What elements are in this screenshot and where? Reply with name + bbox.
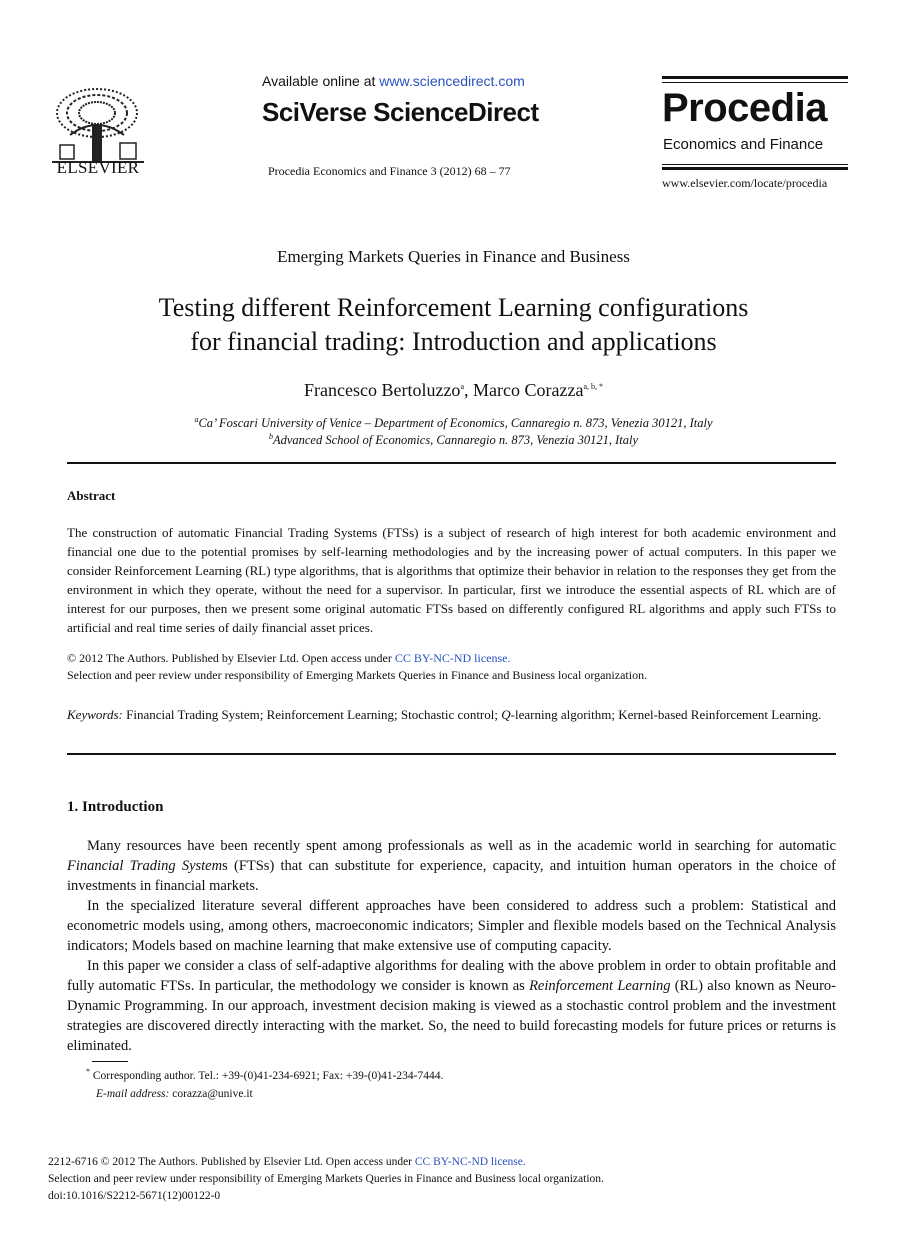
sciencedirect-link[interactable]: www.sciencedirect.com — [379, 73, 525, 89]
affil-text: Ca’ Foscari University of Venice – Department of Economics, Cannaregio n. 873, Venezia 30121, Italy — [198, 416, 713, 430]
affil-mark: b — [268, 431, 273, 441]
title-line: for financial trading: Introduction and applications — [190, 327, 717, 356]
abstract-text: The construction of automatic Financial Trading Systems (FTSs) is a subject of research of high interest for both academic environment and financial one due to the potential promises by self-learning methodologies and by the increasing power of actual computers. In this paper we consider Reinforcement Learning (RL) type algorithms, that is algorithms that optimize their behavior in relation to the responses they get from the environment in which they operate, without the need for a supervisor. In particular, first we introduce the essential aspects of RL which are of interest for our purposes, then we present some original automatic FTSs based on differently configured RL algorithms and apply such FTSs to artificial and real time series of daily financial asset prices. — [67, 525, 836, 635]
keywords — [67, 705, 836, 724]
affil-text: Advanced School of Economics, Cannaregio n. 873, Venezia 30121, Italy — [272, 433, 639, 447]
brand-rule — [662, 167, 848, 170]
footer-text: Selection and peer review under responsibility of Emerging Markets Queries in Finance and Business local organization. — [48, 1173, 604, 1185]
author-separator: , — [464, 380, 473, 400]
affiliation — [0, 432, 907, 449]
email-address[interactable]: corazza@unive.it — [169, 1088, 253, 1100]
journal-brand: Procedia — [662, 86, 827, 130]
brand-rule — [662, 76, 848, 79]
platform-logo: SciVerse ScienceDirect — [262, 97, 539, 127]
footer-license-link[interactable]: CC BY-NC-ND license. — [414, 1156, 526, 1168]
footnote-text: Corresponding author. Tel.: +39-(0)41-234-6921; Fax: +39-(0)41-234-7444. — [90, 1070, 444, 1082]
publisher-wordmark: ELSEVIER — [56, 158, 140, 177]
section-heading: 1. Introduction — [67, 799, 164, 815]
footnote-mark: * — [86, 1067, 90, 1077]
conference-name: Emerging Markets Queries in Finance and Business — [277, 247, 630, 266]
footnote-rule — [92, 1061, 128, 1062]
copyright-notice — [67, 650, 836, 684]
affiliations — [0, 415, 907, 449]
selection-note: Selection and peer review under responsibility of Emerging Markets Queries in Finance and Business local organization. — [67, 668, 648, 682]
title-line: Testing different Reinforcement Learning configurations — [158, 293, 749, 322]
paragraph: In this paper we consider a class of self-adaptive algorithms for dealing with the above problem in order to obtain profitable and fully automatic FTSs. In particular, the methodology we consider is known as Reinforcement Learning (RL) also known as Neuro-Dynamic Programming. In our approach, investment decision making is viewed as a stochastic control problem and the investment strategies are discovered directly interacting with the market. So, the need to build forecasting models for future prices or returns is eliminated. — [67, 958, 836, 1054]
paragraph: Many resources have been recently spent among professionals as well as in the academic world in searching for automatic Financial Trading Systems (FTSs) that can substitute for experience, capacity, and intuition human operators in the choice of investments in financial markets. — [67, 838, 836, 894]
doi[interactable]: doi:10.1016/S2212-5671(12)00122-0 — [48, 1190, 221, 1202]
journal-brand-sub: Economics and Finance — [663, 136, 824, 153]
divider — [67, 462, 836, 464]
brand-rule — [662, 164, 848, 165]
page-footer — [48, 1154, 604, 1205]
keywords-text: Financial Trading System; Reinforcement Learning; Stochastic control; — [122, 707, 502, 722]
keywords-text: Q — [501, 707, 511, 722]
email-label: E-mail address: — [96, 1088, 170, 1100]
author-affil-mark: a, b, * — [583, 382, 603, 391]
affil-mark: a — [194, 414, 199, 424]
author-name: Marco Corazza — [473, 380, 584, 400]
divider — [67, 753, 836, 755]
keywords-text: -learning algorithm; Kernel-based Reinforcement Learning. — [510, 707, 822, 722]
journal-url[interactable]: www.elsevier.com/locate/procedia — [662, 176, 828, 190]
brand-rule — [662, 82, 848, 83]
authors — [0, 380, 907, 401]
abstract-heading: Abstract — [67, 488, 116, 503]
paragraph: In the specialized literature several different approaches have been considered to address such a problem: Statistical and econometric models using, among others, macroeconomic indicators; Simpler and flexible models based on the Technical Analysis indicators; Models based on machine learning that make extensive use of computing capacity. — [67, 898, 836, 954]
author-name: Francesco Bertoluzzo — [304, 380, 461, 400]
author-affil-mark: a — [460, 382, 464, 391]
copyright-text: © 2012 The Authors. Published by Elsevier Ltd. Open access under — [67, 651, 395, 665]
introduction-body — [67, 836, 836, 1056]
available-online: Available online at www.sciencedirect.com — [262, 73, 525, 89]
keywords-label: Keywords: — [67, 707, 123, 722]
paper-title — [0, 291, 907, 359]
journal-citation: Procedia Economics and Finance 3 (2012) 68 – 77 — [268, 164, 511, 178]
license-link[interactable]: CC BY-NC-ND license. — [394, 651, 511, 665]
affiliation — [0, 415, 907, 432]
footnote — [86, 1067, 443, 1103]
footer-text: 2212-6716 © 2012 The Authors. Published by Elsevier Ltd. Open access under — [48, 1156, 415, 1168]
